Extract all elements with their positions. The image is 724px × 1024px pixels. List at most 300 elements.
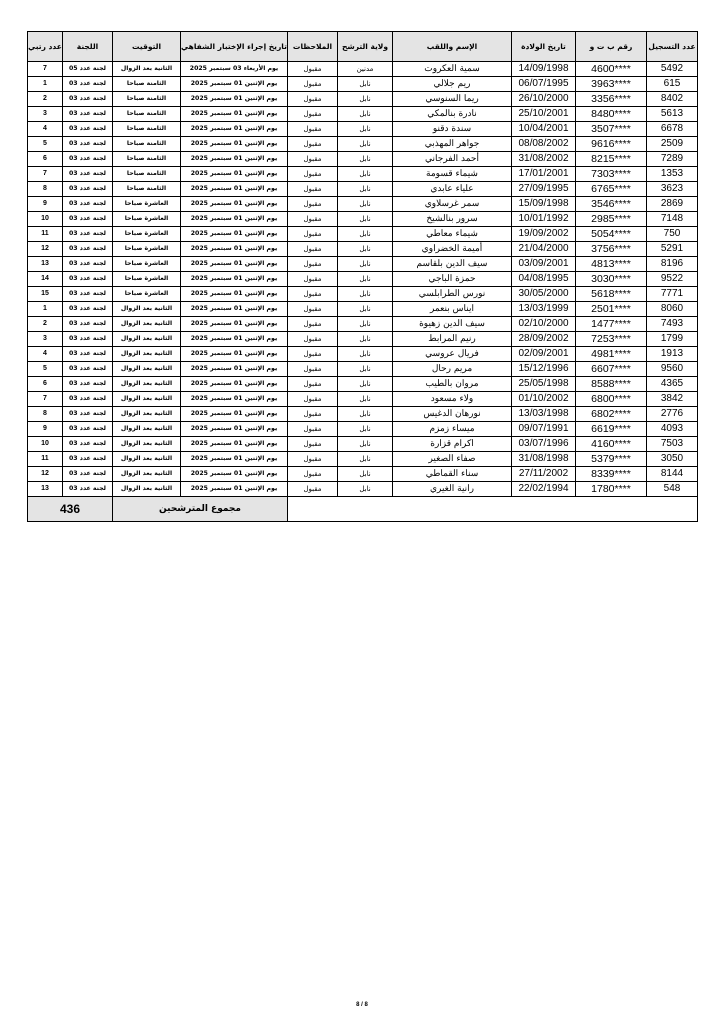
exam-date-cell: يوم الإثنين 01 سبتمبر 2025 [181, 377, 288, 392]
rank-cell: 1 [28, 302, 63, 317]
exam-date-cell: يوم الإثنين 01 سبتمبر 2025 [181, 227, 288, 242]
birth-date-cell: 21/04/2000 [512, 242, 576, 257]
full-name-cell: مريم رحال [393, 362, 512, 377]
birth-date-cell: 06/07/1995 [512, 77, 576, 92]
birth-date-cell: 15/12/1996 [512, 362, 576, 377]
rank-cell: 13 [28, 257, 63, 272]
full-name-cell: أميمة الخضراوي [393, 242, 512, 257]
governorate-cell: نابل [338, 482, 393, 497]
notes-cell: مقبول [288, 452, 338, 467]
time-cell: الثانية بعد الزوال [113, 452, 181, 467]
exam-date-cell: يوم الإثنين 01 سبتمبر 2025 [181, 212, 288, 227]
full-name-cell: سيف الدين زهيوة [393, 317, 512, 332]
full-name-cell: نادرة بنالمكي [393, 107, 512, 122]
registration-number-cell: 548 [647, 482, 698, 497]
committee-cell: لجنة عدد 03 [63, 242, 113, 257]
rank-cell: 13 [28, 482, 63, 497]
table-row [28, 332, 698, 347]
committee-cell: لجنة عدد 03 [63, 377, 113, 392]
table-row [28, 467, 698, 482]
time-cell: الثانية بعد الزوال [113, 467, 181, 482]
governorate-cell: نابل [338, 452, 393, 467]
rank-cell: 6 [28, 152, 63, 167]
committee-cell: لجنة عدد 03 [63, 182, 113, 197]
governorate-cell: نابل [338, 257, 393, 272]
notes-cell: مقبول [288, 437, 338, 452]
table-row [28, 107, 698, 122]
committee-cell: لجنة عدد 03 [63, 302, 113, 317]
rank-cell: 10 [28, 437, 63, 452]
exam-date-cell: يوم الإثنين 01 سبتمبر 2025 [181, 302, 288, 317]
header-id-number: رقم ب ت و [576, 32, 647, 62]
notes-cell: مقبول [288, 122, 338, 137]
table-row [28, 272, 698, 287]
birth-date-cell: 30/05/2000 [512, 287, 576, 302]
birth-date-cell: 19/09/2002 [512, 227, 576, 242]
exam-date-cell: يوم الإثنين 01 سبتمبر 2025 [181, 482, 288, 497]
table-row [28, 407, 698, 422]
full-name-cell: نورس الطرابلسي [393, 287, 512, 302]
committee-cell: لجنة عدد 03 [63, 452, 113, 467]
notes-cell: مقبول [288, 137, 338, 152]
exam-date-cell: يوم الإثنين 01 سبتمبر 2025 [181, 122, 288, 137]
birth-date-cell: 04/08/1995 [512, 272, 576, 287]
rank-cell: 3 [28, 332, 63, 347]
notes-cell: مقبول [288, 107, 338, 122]
time-cell: الثانية بعد الزوال [113, 422, 181, 437]
id-number-cell: ****5379 [576, 452, 647, 467]
time-cell: الثانية بعد الزوال [113, 407, 181, 422]
total-candidates-value: 436 [28, 497, 113, 522]
table-row [28, 77, 698, 92]
governorate-cell: نابل [338, 437, 393, 452]
registration-number-cell: 8060 [647, 302, 698, 317]
full-name-cell: حمزة الباجي [393, 272, 512, 287]
id-number-cell: ****4600 [576, 62, 647, 77]
committee-cell: لجنة عدد 03 [63, 137, 113, 152]
id-number-cell: ****8215 [576, 152, 647, 167]
exam-date-cell: يوم الإثنين 01 سبتمبر 2025 [181, 257, 288, 272]
registration-number-cell: 8144 [647, 467, 698, 482]
notes-cell: مقبول [288, 347, 338, 362]
id-number-cell: ****2501 [576, 302, 647, 317]
registration-number-cell: 7289 [647, 152, 698, 167]
notes-cell: مقبول [288, 77, 338, 92]
id-number-cell: ****6802 [576, 407, 647, 422]
notes-cell: مقبول [288, 392, 338, 407]
table-row [28, 257, 698, 272]
candidates-sheet [27, 31, 697, 522]
notes-cell: مقبول [288, 407, 338, 422]
table-row [28, 212, 698, 227]
notes-cell: مقبول [288, 92, 338, 107]
committee-cell: لجنة عدد 03 [63, 437, 113, 452]
governorate-cell: نابل [338, 347, 393, 362]
governorate-cell: نابل [338, 332, 393, 347]
table-row [28, 452, 698, 467]
id-number-cell: ****8339 [576, 467, 647, 482]
id-number-cell: ****6619 [576, 422, 647, 437]
birth-date-cell: 03/07/1996 [512, 437, 576, 452]
notes-cell: مقبول [288, 62, 338, 77]
notes-cell: مقبول [288, 422, 338, 437]
committee-cell: لجنة عدد 05 [63, 62, 113, 77]
id-number-cell: ****3507 [576, 122, 647, 137]
rank-cell: 7 [28, 392, 63, 407]
header-registration-number: عدد التسجيل [647, 32, 698, 62]
header-time: التوقيت [113, 32, 181, 62]
id-number-cell: ****5054 [576, 227, 647, 242]
exam-date-cell: يوم الإثنين 01 سبتمبر 2025 [181, 107, 288, 122]
time-cell: الثانية بعد الزوال [113, 347, 181, 362]
registration-number-cell: 2869 [647, 197, 698, 212]
full-name-cell: سندة دقنو [393, 122, 512, 137]
birth-date-cell: 25/10/2001 [512, 107, 576, 122]
table-row [28, 182, 698, 197]
committee-cell: لجنة عدد 03 [63, 167, 113, 182]
committee-cell: لجنة عدد 03 [63, 92, 113, 107]
table-row [28, 437, 698, 452]
time-cell: العاشرة صباحا [113, 257, 181, 272]
rank-cell: 4 [28, 347, 63, 362]
id-number-cell: ****2985 [576, 212, 647, 227]
committee-cell: لجنة عدد 03 [63, 332, 113, 347]
committee-cell: لجنة عدد 03 [63, 317, 113, 332]
committee-cell: لجنة عدد 03 [63, 152, 113, 167]
notes-cell: مقبول [288, 362, 338, 377]
full-name-cell: نورهان الدغيس [393, 407, 512, 422]
exam-date-cell: يوم الإثنين 01 سبتمبر 2025 [181, 152, 288, 167]
registration-number-cell: 8196 [647, 257, 698, 272]
rank-cell: 4 [28, 122, 63, 137]
exam-date-cell: يوم الإثنين 01 سبتمبر 2025 [181, 362, 288, 377]
time-cell: الثامنة صباحا [113, 92, 181, 107]
birth-date-cell: 02/10/2000 [512, 317, 576, 332]
registration-number-cell: 615 [647, 77, 698, 92]
committee-cell: لجنة عدد 03 [63, 77, 113, 92]
time-cell: الثانية بعد الزوال [113, 62, 181, 77]
id-number-cell: ****6765 [576, 182, 647, 197]
table-row [28, 242, 698, 257]
time-cell: الثامنة صباحا [113, 107, 181, 122]
registration-number-cell: 1353 [647, 167, 698, 182]
governorate-cell: نابل [338, 392, 393, 407]
governorate-cell: نابل [338, 152, 393, 167]
time-cell: الثانية بعد الزوال [113, 302, 181, 317]
table-row [28, 377, 698, 392]
rank-cell: 8 [28, 182, 63, 197]
full-name-cell: رنيم المرابط [393, 332, 512, 347]
exam-date-cell: يوم الإثنين 01 سبتمبر 2025 [181, 197, 288, 212]
exam-date-cell: يوم الأربعاء 03 سبتمبر 2025 [181, 62, 288, 77]
registration-number-cell: 3842 [647, 392, 698, 407]
full-name-cell: ولاء مسعود [393, 392, 512, 407]
time-cell: العاشرة صباحا [113, 212, 181, 227]
id-number-cell: ****4981 [576, 347, 647, 362]
time-cell: الثانية بعد الزوال [113, 332, 181, 347]
registration-number-cell: 6678 [647, 122, 698, 137]
rank-cell: 8 [28, 407, 63, 422]
exam-date-cell: يوم الإثنين 01 سبتمبر 2025 [181, 92, 288, 107]
rank-cell: 11 [28, 452, 63, 467]
rank-cell: 9 [28, 422, 63, 437]
id-number-cell: ****3030 [576, 272, 647, 287]
table-row [28, 317, 698, 332]
birth-date-cell: 13/03/1998 [512, 407, 576, 422]
governorate-cell: نابل [338, 107, 393, 122]
table-row [28, 302, 698, 317]
full-name-cell: سمية العكروت [393, 62, 512, 77]
committee-cell: لجنة عدد 03 [63, 422, 113, 437]
registration-number-cell: 9522 [647, 272, 698, 287]
full-name-cell: رانية الغيري [393, 482, 512, 497]
notes-cell: مقبول [288, 272, 338, 287]
notes-cell: مقبول [288, 227, 338, 242]
time-cell: الثامنة صباحا [113, 137, 181, 152]
header-rank: عدد رتبي [28, 32, 63, 62]
birth-date-cell: 08/08/2002 [512, 137, 576, 152]
rank-cell: 3 [28, 107, 63, 122]
birth-date-cell: 25/05/1998 [512, 377, 576, 392]
registration-number-cell: 4093 [647, 422, 698, 437]
registration-number-cell: 2509 [647, 137, 698, 152]
birth-date-cell: 10/04/2001 [512, 122, 576, 137]
committee-cell: لجنة عدد 03 [63, 347, 113, 362]
rank-cell: 5 [28, 362, 63, 377]
committee-cell: لجنة عدد 03 [63, 197, 113, 212]
time-cell: العاشرة صباحا [113, 197, 181, 212]
page-number: 8 / 8 [356, 1002, 368, 1008]
registration-number-cell: 8402 [647, 92, 698, 107]
registration-number-cell: 9560 [647, 362, 698, 377]
committee-cell: لجنة عدد 03 [63, 362, 113, 377]
exam-date-cell: يوم الإثنين 01 سبتمبر 2025 [181, 407, 288, 422]
notes-cell: مقبول [288, 182, 338, 197]
table-row [28, 362, 698, 377]
birth-date-cell: 27/11/2002 [512, 467, 576, 482]
governorate-cell: نابل [338, 362, 393, 377]
id-number-cell: ****3356 [576, 92, 647, 107]
birth-date-cell: 03/09/2001 [512, 257, 576, 272]
exam-date-cell: يوم الإثنين 01 سبتمبر 2025 [181, 467, 288, 482]
table-row [28, 422, 698, 437]
header-oral-exam-date: تاريخ إجراء الإختبار الشفاهي [181, 32, 288, 62]
id-number-cell: ****4813 [576, 257, 647, 272]
time-cell: الثامنة صباحا [113, 182, 181, 197]
rank-cell: 11 [28, 227, 63, 242]
full-name-cell: أحمد الفرجاني [393, 152, 512, 167]
exam-date-cell: يوم الإثنين 01 سبتمبر 2025 [181, 272, 288, 287]
registration-number-cell: 5291 [647, 242, 698, 257]
rank-cell: 10 [28, 212, 63, 227]
governorate-cell: نابل [338, 167, 393, 182]
exam-date-cell: يوم الإثنين 01 سبتمبر 2025 [181, 332, 288, 347]
exam-date-cell: يوم الإثنين 01 سبتمبر 2025 [181, 287, 288, 302]
governorate-cell: مدنين [338, 62, 393, 77]
notes-cell: مقبول [288, 302, 338, 317]
exam-date-cell: يوم الإثنين 01 سبتمبر 2025 [181, 347, 288, 362]
exam-date-cell: يوم الإثنين 01 سبتمبر 2025 [181, 437, 288, 452]
registration-number-cell: 7503 [647, 437, 698, 452]
rank-cell: 12 [28, 467, 63, 482]
time-cell: العاشرة صباحا [113, 242, 181, 257]
notes-cell: مقبول [288, 332, 338, 347]
time-cell: العاشرة صباحا [113, 287, 181, 302]
notes-cell: مقبول [288, 257, 338, 272]
time-cell: الثانية بعد الزوال [113, 437, 181, 452]
rank-cell: 12 [28, 242, 63, 257]
governorate-cell: نابل [338, 182, 393, 197]
time-cell: الثانية بعد الزوال [113, 362, 181, 377]
id-number-cell: ****9616 [576, 137, 647, 152]
exam-date-cell: يوم الإثنين 01 سبتمبر 2025 [181, 182, 288, 197]
notes-cell: مقبول [288, 152, 338, 167]
total-candidates-label: مجموع المترشحين [113, 497, 288, 522]
full-name-cell: فريال عروسي [393, 347, 512, 362]
table-row [28, 392, 698, 407]
committee-cell: لجنة عدد 03 [63, 107, 113, 122]
registration-number-cell: 5613 [647, 107, 698, 122]
governorate-cell: نابل [338, 77, 393, 92]
committee-cell: لجنة عدد 03 [63, 257, 113, 272]
rank-cell: 1 [28, 77, 63, 92]
birth-date-cell: 01/10/2002 [512, 392, 576, 407]
governorate-cell: نابل [338, 137, 393, 152]
full-name-cell: جواهر المهذبي [393, 137, 512, 152]
id-number-cell: ****7253 [576, 332, 647, 347]
registration-number-cell: 750 [647, 227, 698, 242]
full-name-cell: شيماء معاطي [393, 227, 512, 242]
id-number-cell: ****3963 [576, 77, 647, 92]
time-cell: العاشرة صباحا [113, 272, 181, 287]
exam-date-cell: يوم الإثنين 01 سبتمبر 2025 [181, 137, 288, 152]
rank-cell: 7 [28, 62, 63, 77]
birth-date-cell: 27/09/1995 [512, 182, 576, 197]
governorate-cell: نابل [338, 377, 393, 392]
full-name-cell: سرور بنالشيخ [393, 212, 512, 227]
table-row [28, 92, 698, 107]
time-cell: العاشرة صباحا [113, 227, 181, 242]
table-row [28, 152, 698, 167]
notes-cell: مقبول [288, 212, 338, 227]
table-row [28, 167, 698, 182]
table-body [28, 62, 698, 497]
governorate-cell: نابل [338, 302, 393, 317]
rank-cell: 5 [28, 137, 63, 152]
header-birth-date: تاريخ الولادة [512, 32, 576, 62]
birth-date-cell: 22/02/1994 [512, 482, 576, 497]
table-header-row [28, 32, 698, 62]
registration-number-cell: 7493 [647, 317, 698, 332]
rank-cell: 2 [28, 317, 63, 332]
exam-date-cell: يوم الإثنين 01 سبتمبر 2025 [181, 242, 288, 257]
committee-cell: لجنة عدد 03 [63, 407, 113, 422]
full-name-cell: ريم جلالي [393, 77, 512, 92]
candidates-table [27, 31, 698, 522]
governorate-cell: نابل [338, 227, 393, 242]
exam-date-cell: يوم الإثنين 01 سبتمبر 2025 [181, 317, 288, 332]
exam-date-cell: يوم الإثنين 01 سبتمبر 2025 [181, 452, 288, 467]
birth-date-cell: 28/09/2002 [512, 332, 576, 347]
rank-cell: 6 [28, 377, 63, 392]
registration-number-cell: 4365 [647, 377, 698, 392]
header-notes: الملاحظات [288, 32, 338, 62]
rank-cell: 9 [28, 197, 63, 212]
id-number-cell: ****7303 [576, 167, 647, 182]
birth-date-cell: 14/09/1998 [512, 62, 576, 77]
rank-cell: 14 [28, 272, 63, 287]
full-name-cell: ايناس بنعمر [393, 302, 512, 317]
id-number-cell: ****3756 [576, 242, 647, 257]
table-row [28, 227, 698, 242]
committee-cell: لجنة عدد 03 [63, 467, 113, 482]
governorate-cell: نابل [338, 122, 393, 137]
governorate-cell: نابل [338, 317, 393, 332]
table-row [28, 347, 698, 362]
table-row [28, 122, 698, 137]
time-cell: الثانية بعد الزوال [113, 392, 181, 407]
committee-cell: لجنة عدد 03 [63, 212, 113, 227]
registration-number-cell: 7148 [647, 212, 698, 227]
full-name-cell: سناء القماطي [393, 467, 512, 482]
committee-cell: لجنة عدد 03 [63, 227, 113, 242]
id-number-cell: ****3546 [576, 197, 647, 212]
governorate-cell: نابل [338, 197, 393, 212]
table-row [28, 482, 698, 497]
full-name-cell: صفاء الصغير [393, 452, 512, 467]
registration-number-cell: 1799 [647, 332, 698, 347]
birth-date-cell: 31/08/2002 [512, 152, 576, 167]
rank-cell: 7 [28, 167, 63, 182]
header-full-name: الإسم واللقب [393, 32, 512, 62]
full-name-cell: ميساء زمزم [393, 422, 512, 437]
rank-cell: 15 [28, 287, 63, 302]
birth-date-cell: 10/01/1992 [512, 212, 576, 227]
time-cell: الثانية بعد الزوال [113, 317, 181, 332]
time-cell: الثامنة صباحا [113, 167, 181, 182]
id-number-cell: ****6800 [576, 392, 647, 407]
notes-cell: مقبول [288, 377, 338, 392]
summary-row [28, 497, 698, 522]
governorate-cell: نابل [338, 242, 393, 257]
full-name-cell: شيماء قسومة [393, 167, 512, 182]
exam-date-cell: يوم الإثنين 01 سبتمبر 2025 [181, 167, 288, 182]
full-name-cell: مروان بالطيب [393, 377, 512, 392]
time-cell: الثامنة صباحا [113, 152, 181, 167]
birth-date-cell: 09/07/1991 [512, 422, 576, 437]
exam-date-cell: يوم الإثنين 01 سبتمبر 2025 [181, 77, 288, 92]
governorate-cell: نابل [338, 92, 393, 107]
notes-cell: مقبول [288, 197, 338, 212]
time-cell: الثامنة صباحا [113, 122, 181, 137]
registration-number-cell: 2776 [647, 407, 698, 422]
governorate-cell: نابل [338, 212, 393, 227]
governorate-cell: نابل [338, 272, 393, 287]
header-governorate: ولاية الترشح [338, 32, 393, 62]
exam-date-cell: يوم الإثنين 01 سبتمبر 2025 [181, 422, 288, 437]
birth-date-cell: 13/03/1999 [512, 302, 576, 317]
full-name-cell: سيف الدين بلقاسم [393, 257, 512, 272]
id-number-cell: ****8588 [576, 377, 647, 392]
registration-number-cell: 7771 [647, 287, 698, 302]
birth-date-cell: 31/08/1998 [512, 452, 576, 467]
governorate-cell: نابل [338, 407, 393, 422]
table-row [28, 62, 698, 77]
table-row [28, 137, 698, 152]
committee-cell: لجنة عدد 03 [63, 482, 113, 497]
registration-number-cell: 3050 [647, 452, 698, 467]
committee-cell: لجنة عدد 03 [63, 122, 113, 137]
